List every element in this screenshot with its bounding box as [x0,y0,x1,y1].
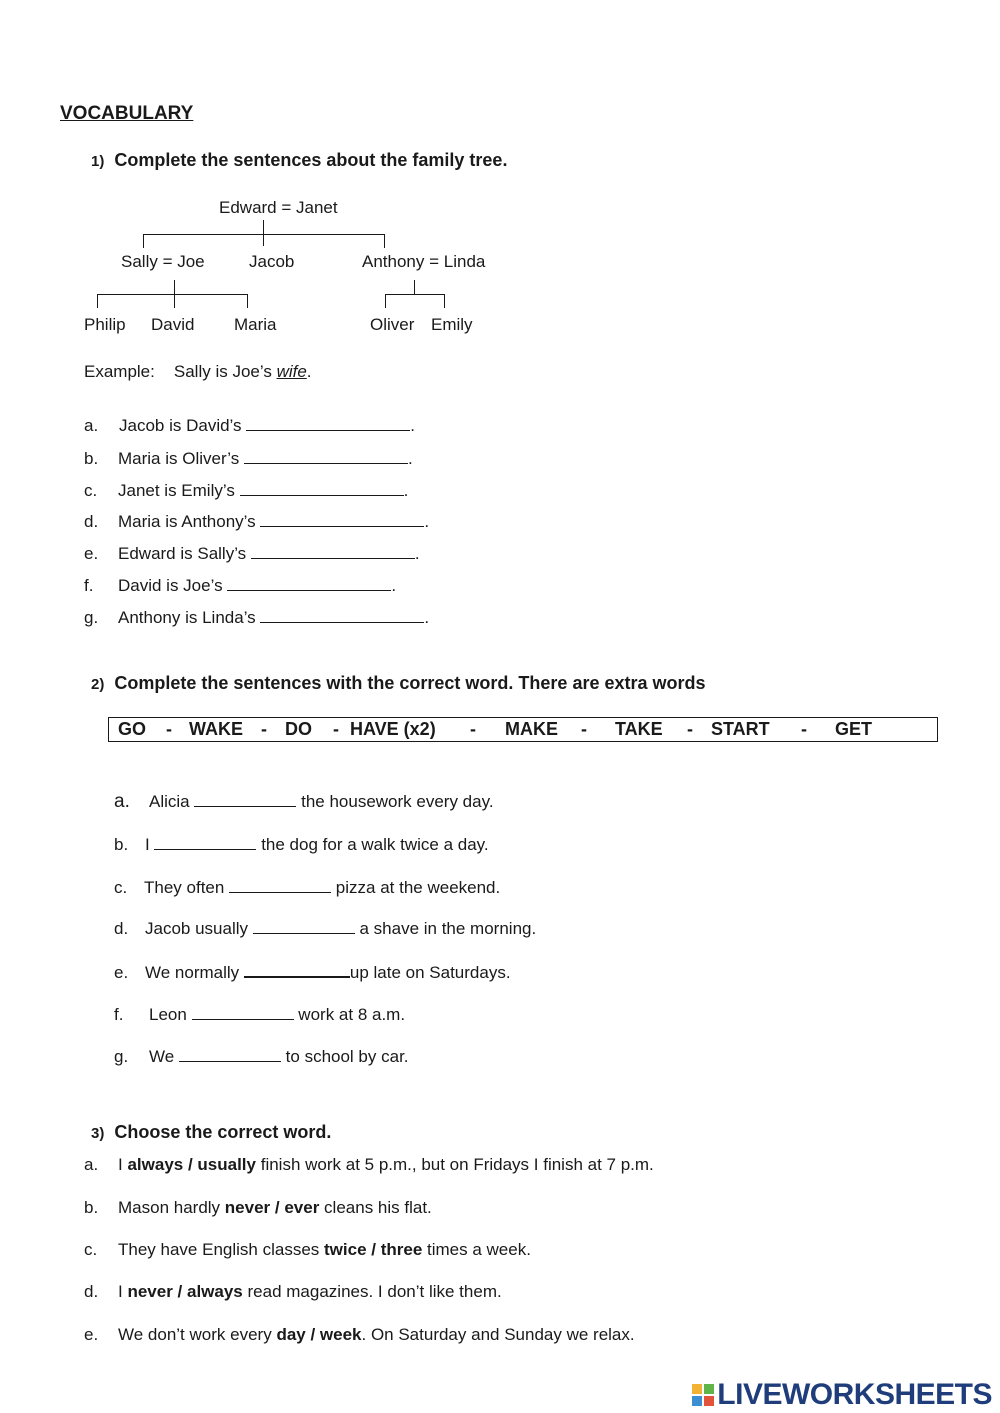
answer-blank[interactable] [244,448,408,464]
section-number: 1) [91,153,105,170]
item-letter: e. [114,963,129,982]
answer-blank[interactable] [244,961,350,978]
tree-node-emily: Emily [431,315,473,334]
list-item: d. Maria is Anthony’s . [84,512,430,531]
list-item [84,1325,635,1345]
item-letter: d. [114,919,129,938]
section-number: 2) [91,676,105,693]
list-item [114,961,511,983]
word-separator: - [333,719,339,739]
tree-connector [247,294,248,308]
item-after: the dog for a walk twice a day. [261,835,489,854]
section-1-heading [91,150,507,171]
item-text: Maria is Anthony’s [118,512,256,531]
item-letter: e. [84,1325,99,1344]
item-before: Jacob usually [145,919,249,938]
word-choice[interactable]: never / ever [224,1198,320,1217]
word-separator: - [687,719,693,739]
item-before: They have English classes [118,1240,320,1259]
tree-node-edward-janet: Edward = Janet [219,198,338,217]
item-after: finish work at 5 p.m., but on Fridays I finish at 7 p.m. [260,1155,654,1174]
item-text: Janet is Emily’s [118,481,235,500]
item-letter: e. [84,544,99,563]
word-choice[interactable]: always / usually [127,1155,256,1174]
word-bank-item: DO [285,719,312,739]
word-separator: - [581,719,587,739]
liveworksheets-logo [692,1378,992,1412]
tree-node-oliver: Oliver [370,315,415,334]
example-answer: wife [276,362,307,381]
section-instruction: Choose the correct word. [114,1122,332,1142]
page-title: VOCABULARY [60,103,194,124]
word-separator: - [261,719,267,739]
list-item [114,1046,409,1067]
word-bank-item: START [711,719,770,739]
logo-text: LIVEWORKSHEETS [717,1378,992,1411]
tree-connector [444,294,445,308]
item-after: to school by car. [285,1047,409,1066]
answer-blank[interactable] [194,791,296,807]
answer-blank[interactable] [246,415,410,431]
list-item: c. Janet is Emily’s . [84,481,409,500]
item-letter: a. [84,416,99,435]
item-before: We don’t work every [118,1325,272,1344]
word-bank-item: WAKE [189,719,243,739]
list-item: b. Maria is Oliver’s . [84,449,413,468]
tree-connector [384,234,385,248]
item-letter: g. [84,608,99,627]
answer-blank[interactable] [229,877,331,893]
item-after: up late on Saturdays. [349,963,511,982]
word-bank-item: HAVE (x2) [350,719,436,739]
item-before: We [149,1047,175,1066]
tree-node-sally-joe: Sally = Joe [121,252,205,271]
answer-blank[interactable] [179,1046,281,1062]
word-bank-item: MAKE [505,719,558,739]
item-letter: f. [84,576,94,595]
tree-connector [97,294,248,295]
tree-connector [385,294,445,295]
tree-connector [143,234,385,235]
item-after: pizza at the weekend. [335,878,501,897]
item-letter: a. [84,1155,99,1174]
item-letter: c. [114,878,128,897]
list-item: e. Edward is Sally’s . [84,544,420,563]
word-bank-item: GET [835,719,873,739]
item-letter: g. [114,1047,129,1066]
tree-connector [263,220,264,246]
item-after: the housework every day. [301,792,494,811]
item-before: Leon [149,1005,187,1024]
word-bank-item: TAKE [615,719,663,739]
answer-blank[interactable] [260,511,424,527]
answer-blank[interactable] [253,918,355,934]
answer-blank[interactable] [251,543,415,559]
item-letter: b. [114,835,129,854]
section-3-heading [91,1122,331,1143]
tree-node-anthony-linda: Anthony = Linda [362,252,486,271]
section-number: 3) [91,1125,105,1142]
example-label: Example: [84,362,155,381]
item-after: read magazines. I don’t like them. [247,1282,502,1301]
item-after: a shave in the morning. [359,919,537,938]
item-letter: a. [114,791,130,812]
answer-blank[interactable] [260,607,424,623]
item-letter: c. [84,1240,98,1259]
list-item [84,1155,654,1175]
item-letter: d. [84,512,99,531]
item-text: Maria is Oliver’s [118,449,240,468]
tree-connector [414,280,415,294]
answer-blank[interactable] [154,834,256,850]
item-before: Mason hardly [118,1198,221,1217]
list-item [84,1198,432,1218]
item-after: times a week. [427,1240,531,1259]
list-item [114,834,489,855]
list-item [114,791,494,813]
tree-node-maria: Maria [234,315,277,334]
section-instruction: Complete the sentences with the correct word. There are extra words [114,673,706,693]
tree-connector [385,294,386,308]
list-item [114,877,500,898]
item-text: Anthony is Linda’s [118,608,256,627]
word-separator: - [801,719,807,739]
item-letter: f. [114,1005,124,1024]
list-item: g. Anthony is Linda’s . [84,608,430,627]
item-text: Jacob is David’s [119,416,242,435]
list-item: f. David is Joe’s . [84,576,397,595]
word-separator: - [166,719,172,739]
word-choice[interactable]: day / week [276,1325,362,1344]
item-before: We normally [145,963,240,982]
word-bank [108,717,938,742]
list-item [84,1282,502,1302]
word-choice[interactable]: never / always [127,1282,243,1301]
word-separator: - [470,719,476,739]
section-2-heading [91,673,706,694]
list-item [114,1004,405,1025]
list-item: a. Jacob is David’s . [84,416,415,435]
answer-blank[interactable] [240,480,404,496]
item-text: Edward is Sally’s [118,544,247,563]
example-text: Sally is Joe’s [173,362,272,381]
item-text: David is Joe’s [118,576,223,595]
example-sentence: Example: Sally is Joe’s wife. [84,362,312,381]
list-item [84,1240,531,1260]
tree-node-david: David [151,315,195,334]
item-before: I [118,1282,123,1301]
answer-blank[interactable] [227,575,391,591]
item-letter: b. [84,449,99,468]
item-before: Alicia [149,792,190,811]
item-letter: c. [84,481,98,500]
word-choice[interactable]: twice / three [324,1240,423,1259]
item-before: They often [144,878,225,897]
section-instruction: Complete the sentences about the family tree. [114,150,508,170]
tree-node-philip: Philip [84,315,126,334]
item-after: cleans his flat. [324,1198,432,1217]
list-item [114,918,536,939]
item-before: I [145,835,150,854]
tree-connector [97,294,98,308]
tree-connector [143,234,144,248]
item-letter: b. [84,1198,99,1217]
tree-node-jacob: Jacob [249,252,295,271]
answer-blank[interactable] [192,1004,294,1020]
item-before: I [118,1155,123,1174]
liveworksheets-icon [692,1384,714,1406]
item-after: . On Saturday and Sunday we relax. [361,1325,635,1344]
item-after: work at 8 a.m. [298,1005,406,1024]
item-letter: d. [84,1282,99,1301]
word-bank-item: GO [118,719,147,739]
